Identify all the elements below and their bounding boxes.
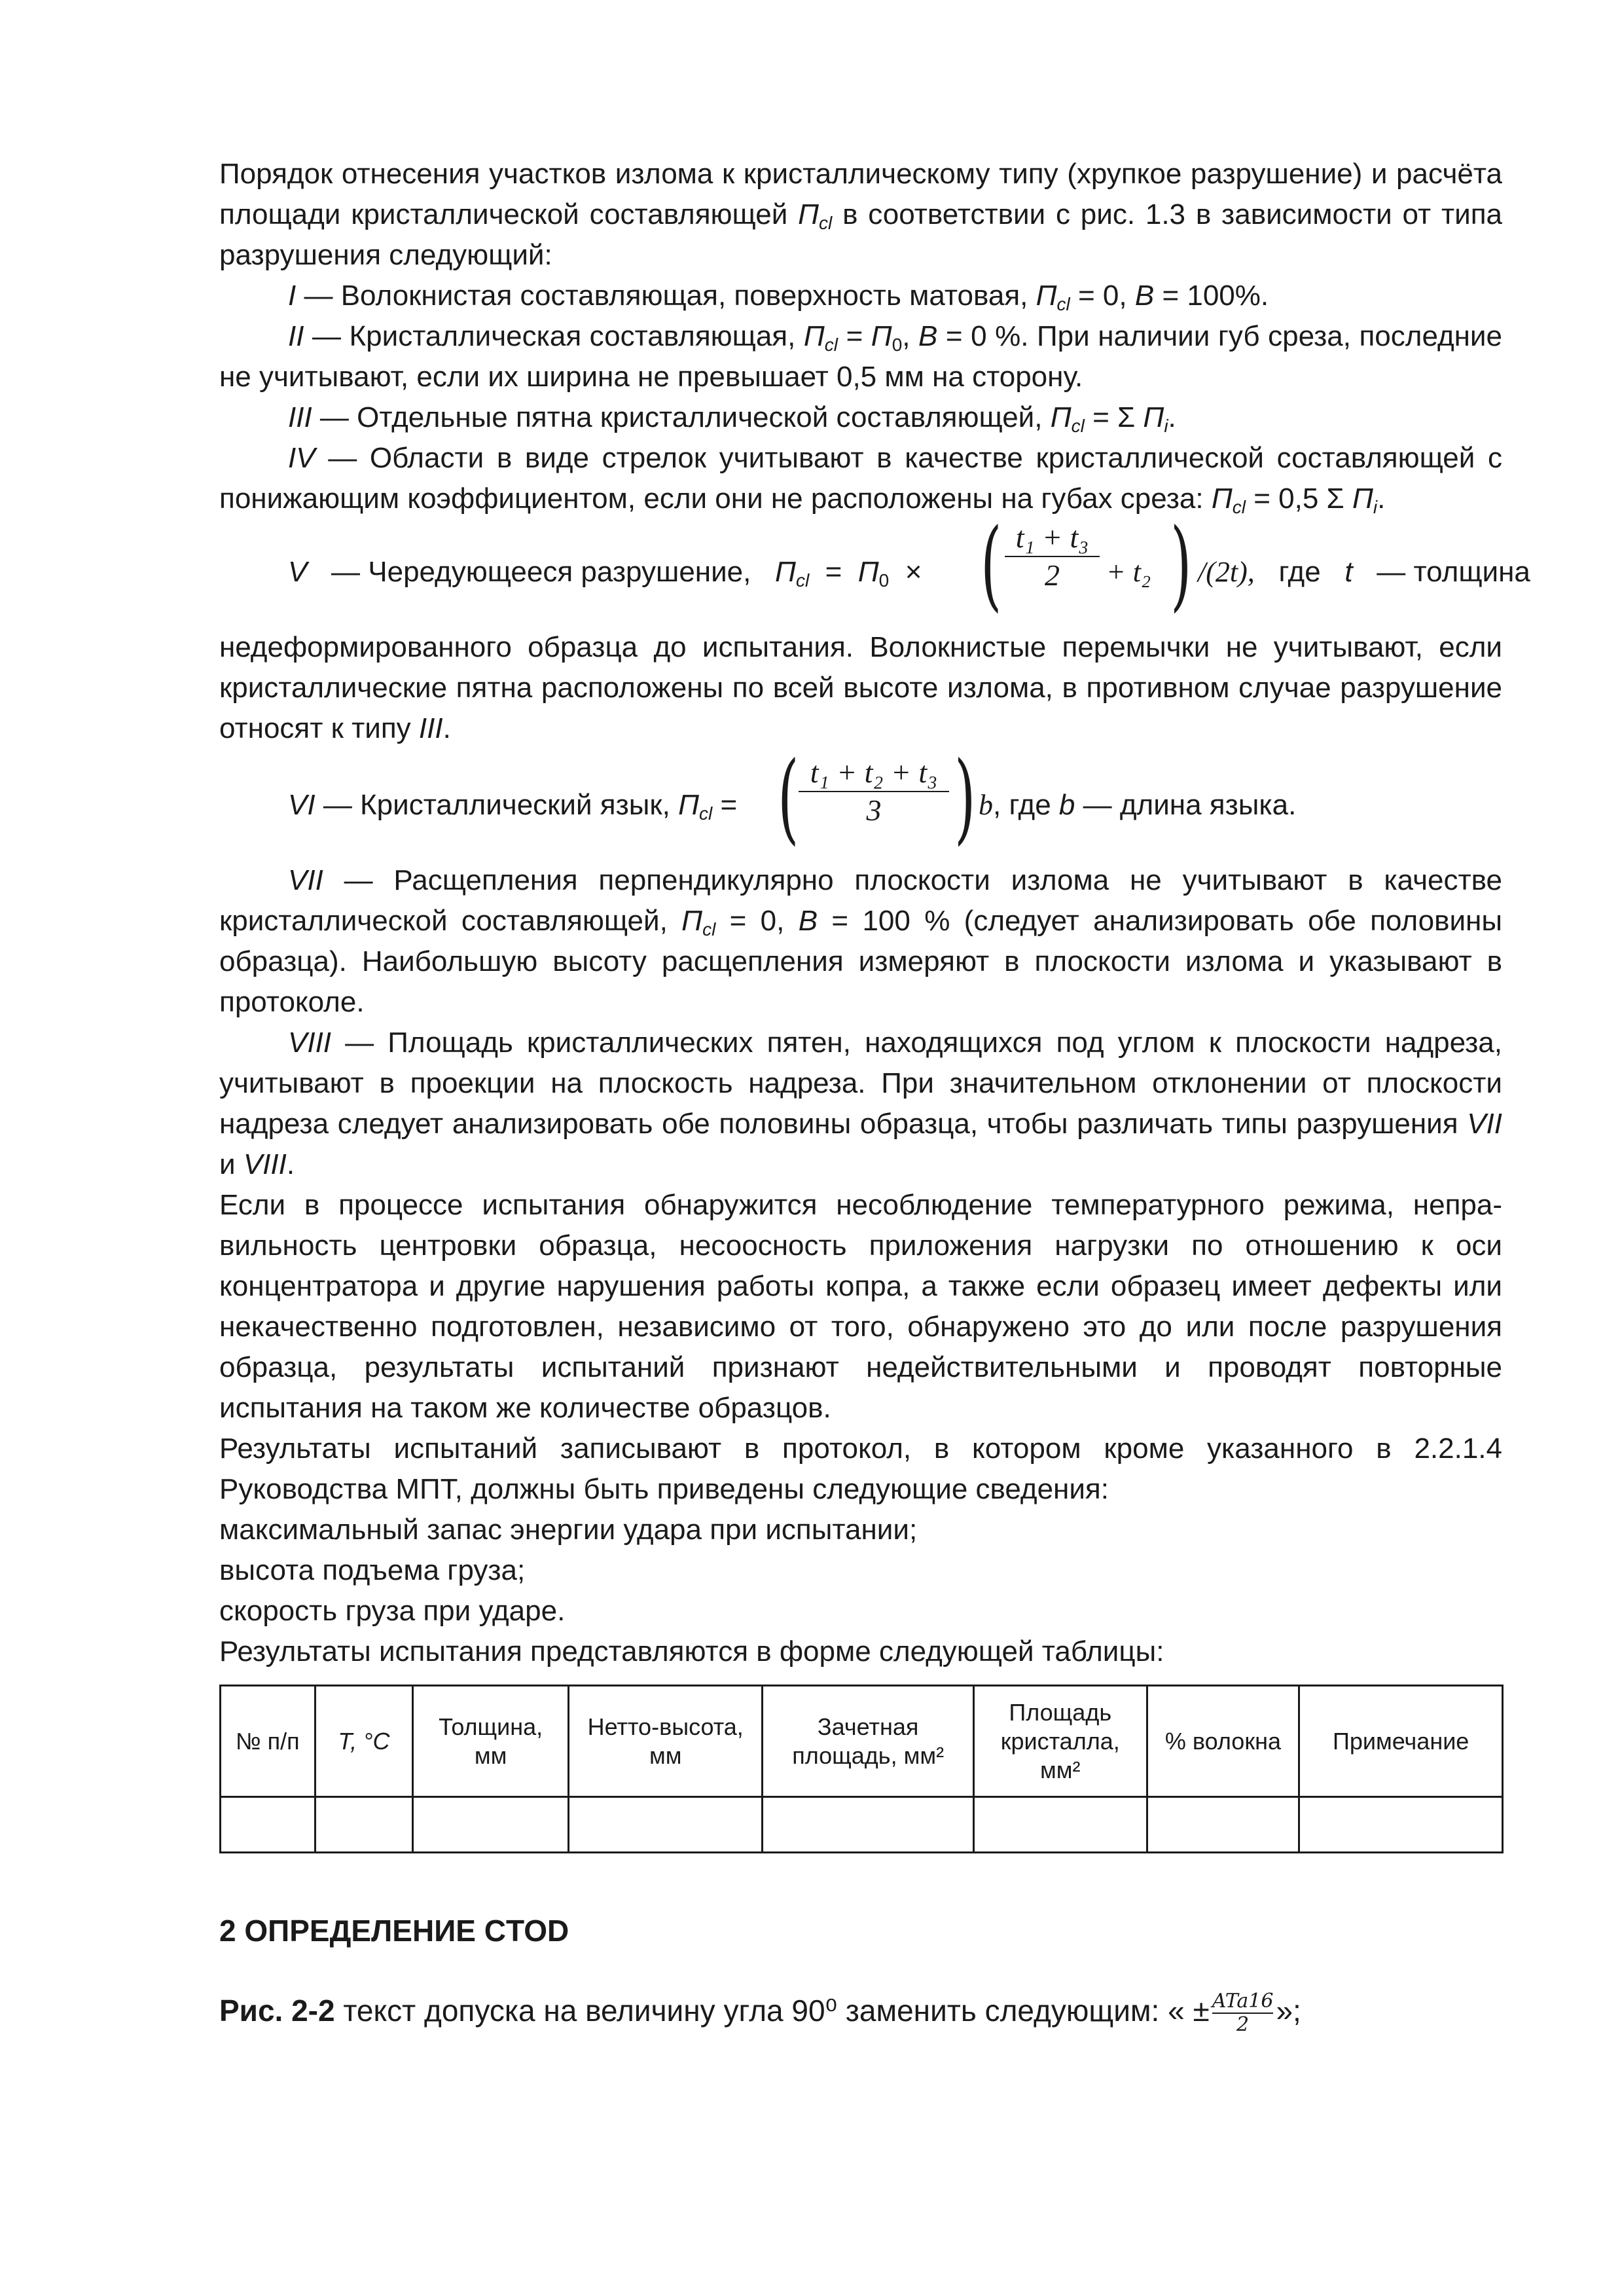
table-cell xyxy=(763,1797,973,1853)
symbol-p: П xyxy=(1036,280,1057,312)
fraction-vi xyxy=(799,754,949,829)
table-intro: Результаты испытания представляются в форме следующей таблицы: xyxy=(219,1635,1164,1667)
item-ref: VII xyxy=(1467,1108,1502,1140)
item-eq: = xyxy=(846,320,863,352)
item-number: V xyxy=(288,556,308,588)
item-text: — Волокнистая составляющая, поверхность матовая, xyxy=(304,280,1028,312)
item-ref: III xyxy=(418,712,443,744)
document-body xyxy=(219,154,1530,1672)
symbol-pi: П xyxy=(1352,483,1373,515)
item-eq: = xyxy=(825,556,842,588)
protocol-paragraph: Результаты испытаний записывают в протокол, в котором кроме указанного в 2.2.1.4 Руководства МПТ, должны быть приведены следующие сведения: xyxy=(219,1432,1502,1505)
symbol-subscript: cl xyxy=(702,919,716,939)
right-paren: ) xyxy=(954,741,976,855)
table-cell xyxy=(1147,1797,1299,1853)
item-end: . xyxy=(442,712,451,744)
divide-2t: /(2t), xyxy=(1198,556,1255,588)
fraction-denominator: 2 xyxy=(1236,2013,1250,2036)
symbol-subscript: cl xyxy=(824,335,838,355)
left-paren: ( xyxy=(981,508,1002,622)
item-number: IV xyxy=(288,442,315,474)
symbol-p: П xyxy=(798,198,820,230)
symbol-b: b xyxy=(979,789,993,821)
item-def: — длина языка. xyxy=(1083,789,1297,821)
fraction-numerator: t₁ + t₃ xyxy=(1015,520,1089,554)
item-text: — Чередующееся разрушение, xyxy=(331,556,751,588)
item-text: недеформированного образца до испытания. Волокнистые перемычки не учитывают, если кристаллические пятна расположены по всей высоте излома, в противном случае разрушение относят к типу xyxy=(219,631,1502,744)
symbol-b: B xyxy=(798,905,818,937)
item-ii: II — Кристаллическая составляющая, $П_{cl} = П_0$, B = 0 %. При наличии губ среза, последние не учитывают, если их ширина не превышает 0,5 мм на сторону. xyxy=(219,320,1502,393)
item-text: — Области в виде стрелок учитывают в качестве кристаллической составляющей с понижающим коэффициентом, если они не расположены на губах среза: xyxy=(219,442,1502,515)
amendment-text: текст допуска на величину угла 90⁰ заменить следующим: « xyxy=(343,1994,1185,2028)
plus-t2: + t₂ xyxy=(1106,556,1151,588)
symbol-p: П xyxy=(678,789,700,821)
item-end: . xyxy=(286,1148,295,1180)
item-text: — Кристаллическая составляющая, xyxy=(312,320,796,352)
item-iv xyxy=(219,438,1502,519)
symbol-b: B xyxy=(918,320,938,352)
where-word: , где xyxy=(993,789,1051,821)
tolerance-fraction xyxy=(1212,1990,1274,2036)
symbol-p: П xyxy=(1050,401,1072,433)
table-header-cell: Нетто-высота, мм xyxy=(569,1686,763,1797)
item-vi-formula xyxy=(219,741,1502,860)
symbol-subscript: cl xyxy=(795,570,810,591)
symbol-p0-subscript: 0 xyxy=(878,570,890,591)
table-header-cell: Толщина, мм xyxy=(413,1686,569,1797)
item-viii xyxy=(219,1023,1502,1185)
fraction-denominator: 3 xyxy=(866,793,882,827)
left-paren: ( xyxy=(778,741,799,855)
figure-amendment xyxy=(219,1990,1301,2036)
section-heading: 2 ОПРЕДЕЛЕНИЕ CTOD xyxy=(219,1914,569,1948)
fraction-numerator: t₁ + t₂ + t₃ xyxy=(810,756,938,789)
figure-label: Рис. 2-2 xyxy=(219,1994,335,2028)
amendment-end: »; xyxy=(1276,1994,1301,2028)
symbol-pi-subscript: i xyxy=(1373,497,1378,517)
and-word: и xyxy=(219,1148,236,1180)
symbol-subscript: cl xyxy=(699,803,713,824)
item-end: . xyxy=(1377,483,1386,515)
table-cell xyxy=(973,1797,1147,1853)
intro-paragraph xyxy=(219,154,1502,276)
item-number: II xyxy=(288,320,304,352)
symbol-subscript: cl xyxy=(1056,294,1070,314)
times-sign: × xyxy=(905,556,922,588)
table-header-row xyxy=(221,1686,1503,1797)
symbol-p: П xyxy=(681,905,703,937)
item-vii xyxy=(219,860,1502,1023)
symbol-p: П xyxy=(1211,483,1233,515)
item-number: VI xyxy=(288,789,315,821)
item-iii xyxy=(219,397,1502,438)
plus-minus: ± xyxy=(1193,1994,1210,2028)
table-header-cell: Примечание xyxy=(1299,1686,1503,1797)
symbol-subscript: cl xyxy=(819,213,833,233)
item-number: VIII xyxy=(288,1027,332,1059)
violation-paragraph: Если в процессе испытания обнаружится несоблюдение температурного режима, непра-вильность центровки образца, несоосность приложения нагрузки по отношению к оси концентратора и другие нарушения работы копра, а также если образец имеет дефекты или некачественно подготовлен, независимо от того, обнаружено это до или после разрушения образца, результаты испытаний признают недействительными и проводят повторные испытания на таком же количестве образцов. xyxy=(219,1189,1502,1424)
fraction-denominator: 2 xyxy=(1045,558,1060,592)
symbol-t: t xyxy=(1344,556,1353,588)
table-cell xyxy=(221,1797,315,1853)
item-eq: = 0, xyxy=(729,905,785,937)
item-v-continued xyxy=(219,627,1502,749)
item-def: — толщина xyxy=(1377,556,1530,588)
table-header-cell: T, °C xyxy=(315,1686,413,1797)
symbol-p0-subscript: 0 xyxy=(892,335,903,355)
table-cell xyxy=(1299,1797,1503,1853)
table-header-cell: Зачетная площадь, мм² xyxy=(763,1686,973,1797)
symbol-pi-subscript: i xyxy=(1164,416,1168,436)
item-eq: = 0,5 Σ xyxy=(1253,483,1344,515)
symbol-p: П xyxy=(775,556,796,588)
table-cell xyxy=(315,1797,413,1853)
item-v-left xyxy=(288,552,922,592)
table-header-cell: % волокна xyxy=(1147,1686,1299,1797)
item-eq: = 0, xyxy=(1077,280,1127,312)
list-item: высота подъема груза; xyxy=(219,1554,526,1586)
fraction-v xyxy=(1005,519,1100,594)
item-ref: VIII xyxy=(243,1148,287,1180)
results-table xyxy=(219,1685,1504,1853)
table-cell xyxy=(569,1797,763,1853)
item-vi-right xyxy=(979,785,1296,826)
symbol-pi: П xyxy=(1143,401,1164,433)
symbol-b: b xyxy=(1058,789,1075,821)
symbol-p0: П xyxy=(871,320,892,352)
item-eq-b: = 100%. xyxy=(1162,280,1269,312)
table-header-cell: № п/п xyxy=(221,1686,315,1797)
item-vi-left xyxy=(288,785,737,826)
item-text: — Кристаллический язык, xyxy=(323,789,670,821)
symbol-subscript: cl xyxy=(1232,497,1246,517)
table-cell xyxy=(413,1797,569,1853)
symbol-b: B xyxy=(1134,280,1155,312)
fraction-numerator: ATa16 xyxy=(1212,1990,1274,2013)
item-v-right xyxy=(1198,552,1530,592)
list-item: скорость груза при ударе. xyxy=(219,1595,566,1627)
item-number: I xyxy=(288,280,297,312)
item-number: III xyxy=(288,401,312,433)
item-text: — Отдельные пятна кристаллической составляющей, xyxy=(319,401,1043,433)
item-text: — Площадь кристаллических пятен, находящихся под углом к плоскости надреза, учитывают в проекции на плоскость надреза. При значительном отклонении от плоскости надреза следует анализировать обе половины образца, чтобы различать типы разрушения xyxy=(219,1027,1502,1140)
intro-tail: в соответствии с рис. 1.3 в зависимости от типа разрушения следующий: xyxy=(219,198,1502,271)
symbol-p: П xyxy=(803,320,825,352)
item-v-formula xyxy=(219,508,1530,627)
table-header-cell: Площадь кристалла, мм² xyxy=(973,1686,1147,1797)
item-text: — Расщепления перпендикулярно плоскости излома не учитывают в качестве кристаллической составляющей, xyxy=(219,864,1502,937)
where-word: где xyxy=(1278,556,1321,588)
symbol-subscript: cl xyxy=(1071,416,1085,436)
symbol-p0: П xyxy=(857,556,879,588)
item-eq: = xyxy=(720,789,738,821)
intro-text: Порядок отнесения участков излома к кристаллическому типу (хрупкое разрушение) и расчёта площади кристаллической составляющей xyxy=(219,158,1502,230)
item-number: VII xyxy=(288,864,323,896)
right-paren: ) xyxy=(1170,508,1192,622)
item-eq: = Σ xyxy=(1092,401,1136,433)
item-i xyxy=(219,276,1502,316)
list-item: максимальный запас энергии удара при испытании; xyxy=(219,1514,918,1546)
item-end: . xyxy=(1168,401,1176,433)
item-rest: = 100 % (следует анализировать обе половины образца). Наибольшую высоту расщепления измеряют в плоскости излома и указывают в протоколе. xyxy=(219,905,1502,1018)
table-row xyxy=(221,1797,1503,1853)
item-rest: = 0 %. При наличии губ среза, последние не учитывают, если их ширина не превышает 0,5 мм на сторону. xyxy=(219,320,1502,393)
